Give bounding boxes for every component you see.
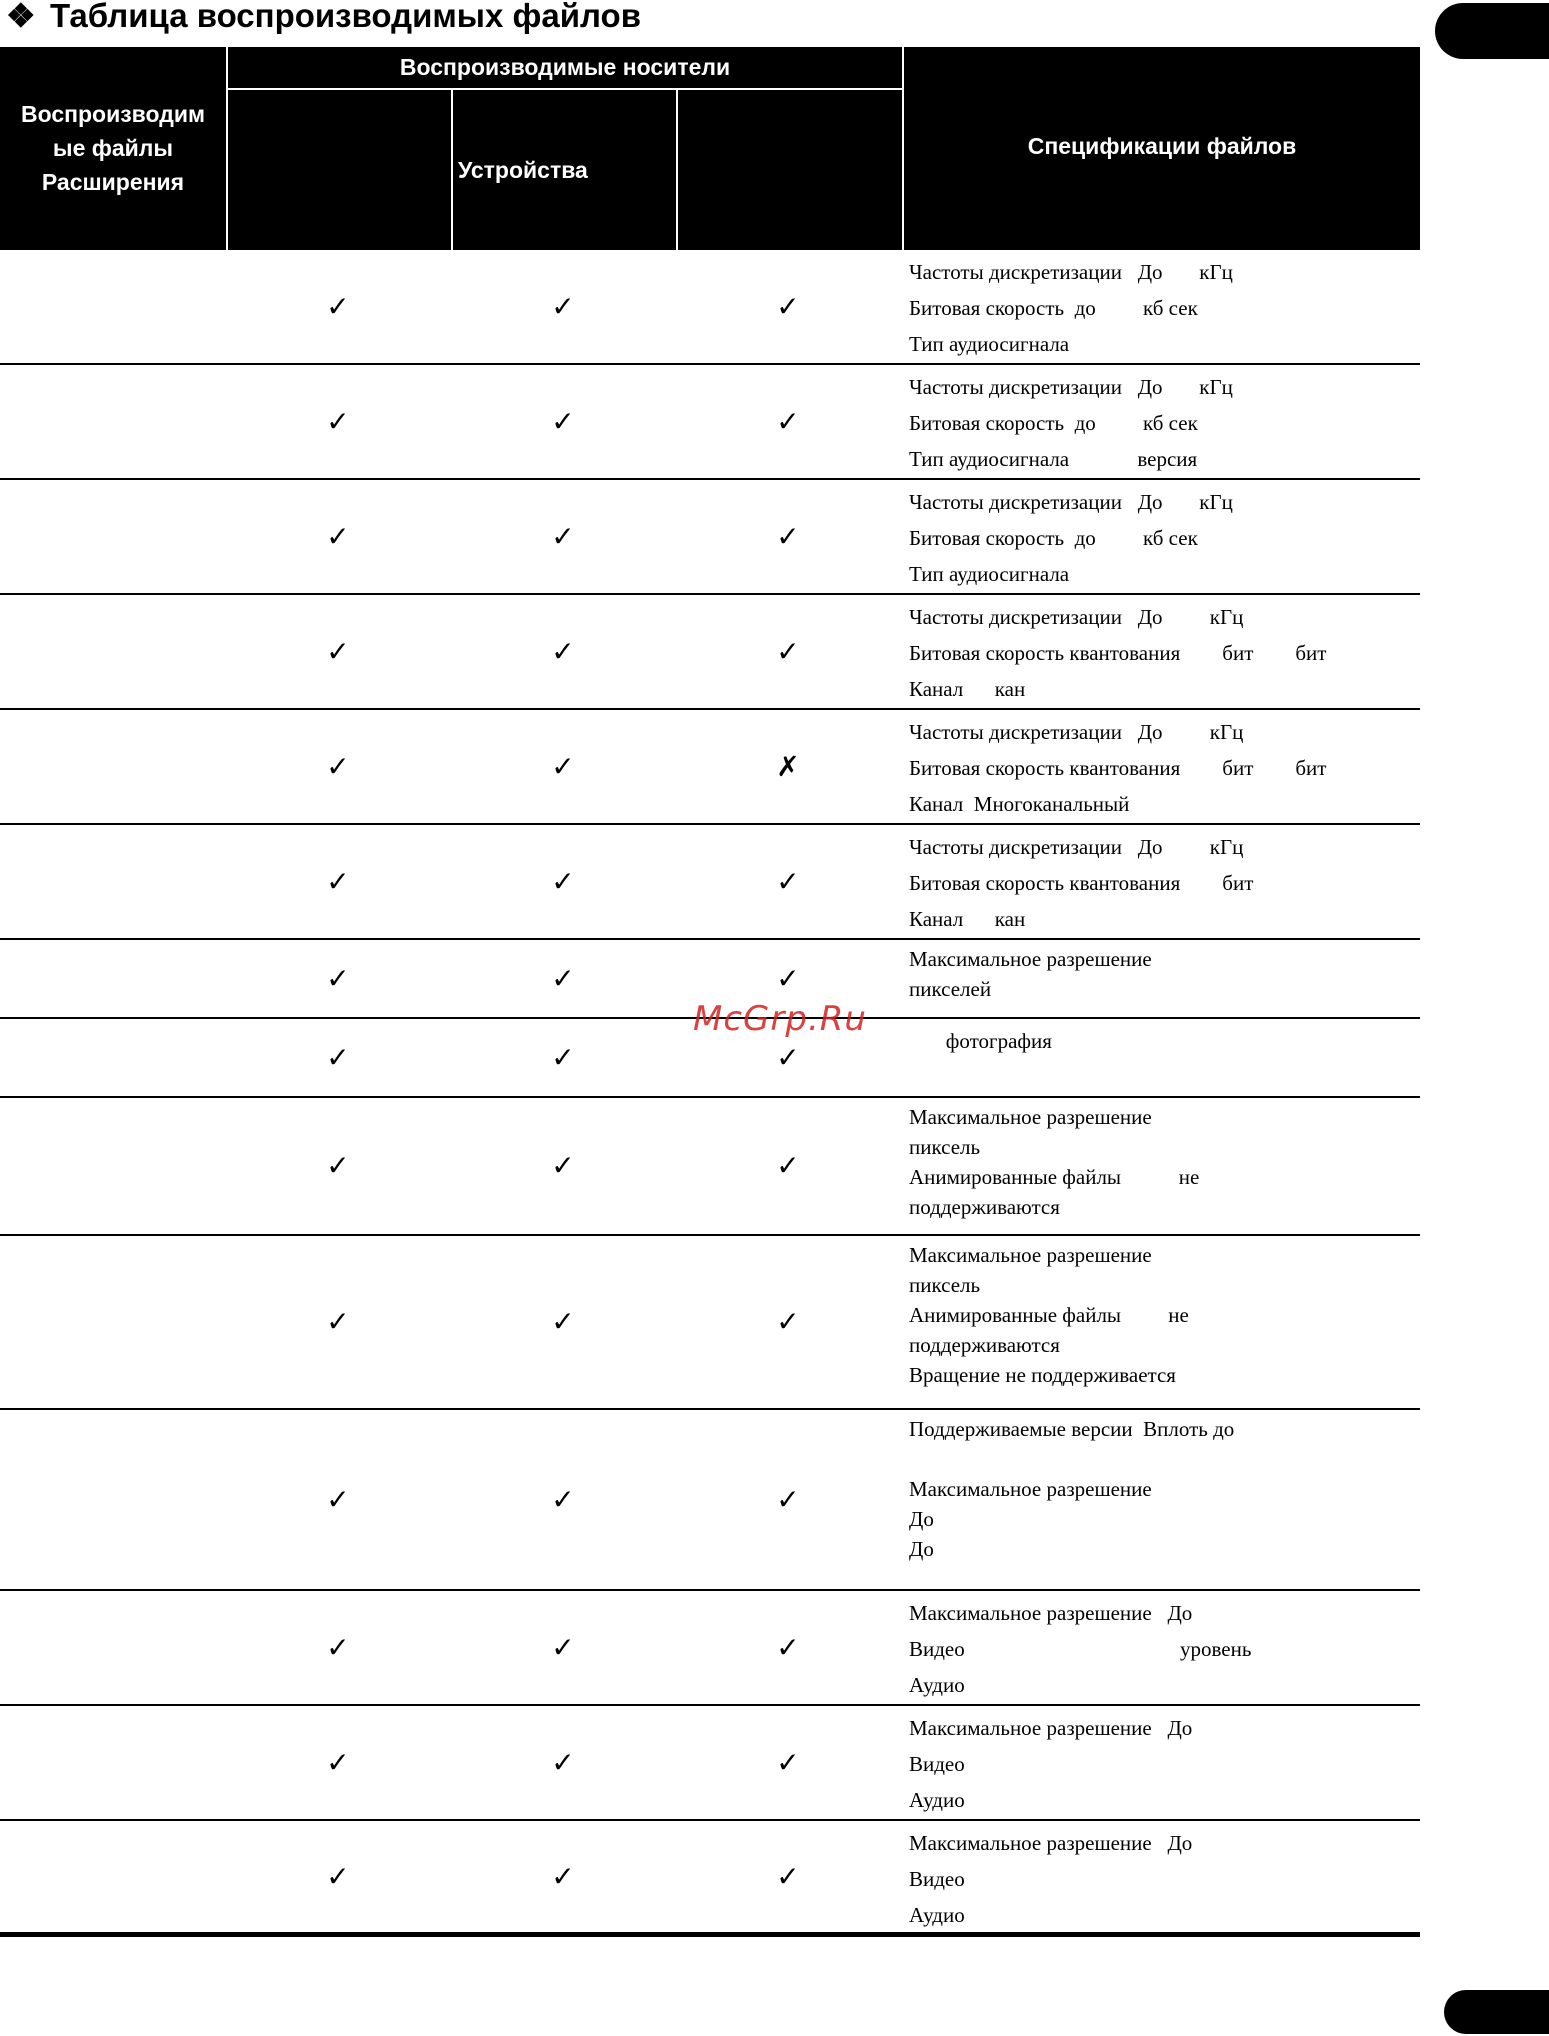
spec-line: Аудио	[909, 1673, 965, 1697]
check-mark-icon: ✓	[551, 634, 575, 668]
check-mark-icon: ✓	[776, 634, 800, 668]
spec-line: Частоты дискретизации До кГц	[909, 490, 1233, 514]
check-mark-icon: ✓	[551, 289, 575, 323]
spec-line: Анимированные файлы не	[909, 1165, 1200, 1189]
check-mark-icon: ✓	[326, 1482, 350, 1516]
spec-line: Тип аудиосигнала версия	[909, 447, 1198, 471]
check-mark-icon: ✓	[776, 1305, 800, 1338]
spec-line: пиксель	[909, 1135, 981, 1159]
header-playable-media: Воспроизводимые носители	[399, 54, 731, 80]
check-mark-icon: ✓	[551, 1859, 575, 1893]
check-mark-icon: ✓	[326, 1859, 350, 1893]
header-playable-files: Воспроизводим ые файлы Расширения	[20, 101, 206, 195]
file-spec-cell	[909, 1825, 1414, 1933]
table-header	[0, 47, 1420, 250]
table-body	[0, 250, 1420, 1937]
spec-line: Максимальное разрешение	[909, 1243, 1152, 1267]
check-mark-icon: ✓	[326, 519, 350, 553]
check-mark-icon: ✓	[776, 1482, 800, 1516]
spec-line: Аудио	[909, 1903, 965, 1927]
file-spec-cell	[909, 1710, 1414, 1818]
check-mark-icon: ✓	[776, 1040, 800, 1074]
file-spec-cell	[909, 714, 1414, 822]
spec-line: Частоты дискретизации До кГц	[909, 720, 1244, 744]
check-mark-icon: ✓	[551, 1745, 575, 1779]
spec-line: Битовая скорость до кб сек	[909, 526, 1198, 550]
header-divider	[226, 88, 904, 90]
spec-line: поддерживаются	[909, 1333, 1060, 1357]
table-row	[0, 480, 1420, 595]
table-row	[0, 250, 1420, 365]
spec-line: Битовая скорость квантования бит бит	[909, 641, 1327, 665]
spec-line: Максимальное разрешение	[909, 1105, 1152, 1129]
check-mark-icon: ✓	[326, 1745, 350, 1779]
file-spec-cell	[909, 1102, 1414, 1222]
table-row	[0, 1410, 1420, 1591]
diamond-bullet-icon: ❖	[6, 0, 36, 34]
spec-line: Видео	[909, 1867, 965, 1891]
check-mark-icon: ✓	[776, 404, 800, 438]
table-row	[0, 710, 1420, 825]
spec-line: До	[909, 1537, 934, 1561]
table-row	[0, 1591, 1420, 1706]
watermark: McGrp.Ru	[693, 999, 867, 1039]
spec-line: Канал кан	[909, 677, 1026, 701]
spec-line: Максимальное разрешение До	[909, 1601, 1193, 1625]
spec-line: Максимальное разрешение До	[909, 1716, 1193, 1740]
check-mark-icon: ✓	[326, 1149, 350, 1182]
file-spec-cell	[909, 1240, 1414, 1390]
check-mark-icon: ✓	[326, 961, 350, 995]
file-spec-cell	[909, 599, 1414, 707]
file-spec-cell	[909, 1023, 1414, 1059]
check-mark-icon: ✓	[326, 1040, 350, 1074]
spec-line: Видео уровень	[909, 1637, 1252, 1661]
file-spec-cell	[909, 254, 1414, 362]
page-title-text: Таблица воспроизводимых файлов	[50, 0, 641, 34]
check-mark-icon: ✓	[326, 404, 350, 438]
check-mark-icon: ✓	[326, 289, 350, 323]
spec-line: Канал Многоканальный	[909, 792, 1130, 816]
header-divider	[676, 89, 678, 250]
page-tab-marker-top	[1435, 3, 1549, 59]
page-title	[6, 0, 641, 36]
file-spec-cell	[909, 1595, 1414, 1703]
check-mark-icon: ✓	[776, 519, 800, 553]
spec-line: Частоты дискретизации До кГц	[909, 605, 1244, 629]
check-mark-icon: ✓	[551, 1040, 575, 1074]
check-mark-icon: ✓	[776, 1745, 800, 1779]
table-row	[0, 365, 1420, 480]
spec-line: Битовая скорость квантования бит	[909, 871, 1254, 895]
header-divider	[451, 89, 453, 250]
spec-line: Тип аудиосигнала	[909, 332, 1070, 356]
check-mark-icon: ✓	[551, 519, 575, 553]
check-mark-icon: ✓	[551, 1482, 575, 1516]
header-file-specs: Спецификации файлов	[1027, 133, 1297, 159]
check-mark-icon: ✓	[776, 1149, 800, 1182]
check-mark-icon: ✓	[551, 1305, 575, 1338]
spec-line: поддерживаются	[909, 1195, 1060, 1219]
spec-line: Частоты дискретизации До кГц	[909, 260, 1233, 284]
spec-line: Максимальное разрешение	[909, 1477, 1152, 1501]
check-mark-icon: ✓	[326, 1630, 350, 1664]
spec-line: До	[909, 1507, 934, 1531]
page-number-tab	[1444, 1990, 1549, 2034]
check-mark-icon: ✓	[551, 864, 575, 898]
check-mark-icon: ✓	[551, 961, 575, 995]
check-mark-icon: ✓	[776, 864, 800, 898]
spec-line: Максимальное разрешение	[909, 947, 1152, 971]
spec-line: Тип аудиосигнала	[909, 562, 1070, 586]
file-spec-cell	[909, 484, 1414, 592]
check-mark-icon: ✓	[326, 634, 350, 668]
spec-line: Битовая скорость до кб сек	[909, 296, 1198, 320]
table-row	[0, 1706, 1420, 1821]
spec-line: Частоты дискретизации До кГц	[909, 375, 1233, 399]
check-mark-icon: ✓	[551, 404, 575, 438]
table-row	[0, 1236, 1420, 1410]
check-mark-icon: ✓	[551, 1630, 575, 1664]
spec-line: Битовая скорость квантования бит бит	[909, 756, 1327, 780]
table-row	[0, 1098, 1420, 1236]
spec-line: Аудио	[909, 1788, 965, 1812]
check-mark-icon: ✓	[326, 864, 350, 898]
check-mark-icon: ✓	[776, 289, 800, 323]
header-devices: Устройства	[458, 157, 588, 183]
spec-line: Максимальное разрешение До	[909, 1831, 1193, 1855]
spec-line: фотография	[909, 1029, 1052, 1053]
file-spec-cell	[909, 369, 1414, 477]
spec-line: Вращение не поддерживается	[909, 1363, 1176, 1387]
cross-mark-icon: ✗	[776, 749, 800, 783]
check-mark-icon: ✓	[326, 1305, 350, 1338]
file-spec-cell	[909, 944, 1414, 1004]
spec-line: Битовая скорость до кб сек	[909, 411, 1198, 435]
check-mark-icon: ✓	[326, 749, 350, 783]
table-row	[0, 595, 1420, 710]
file-spec-cell	[909, 829, 1414, 937]
spec-line	[909, 1444, 1414, 1474]
check-mark-icon: ✓	[776, 1630, 800, 1664]
table-row	[0, 825, 1420, 940]
file-spec-cell	[909, 1414, 1414, 1564]
spec-line: Частоты дискретизации До кГц	[909, 835, 1244, 859]
check-mark-icon: ✓	[776, 961, 800, 995]
check-mark-icon: ✓	[776, 1859, 800, 1893]
spec-line: Поддерживаемые версии Вплоть до	[909, 1417, 1235, 1441]
check-mark-icon: ✓	[551, 1149, 575, 1182]
spec-line: Анимированные файлы не	[909, 1303, 1189, 1327]
spec-line: пикселей	[909, 977, 992, 1001]
spec-line: пиксель	[909, 1273, 981, 1297]
table-row	[0, 1821, 1420, 1937]
spec-line: Видео	[909, 1752, 965, 1776]
check-mark-icon: ✓	[551, 749, 575, 783]
spec-line: Канал кан	[909, 907, 1026, 931]
